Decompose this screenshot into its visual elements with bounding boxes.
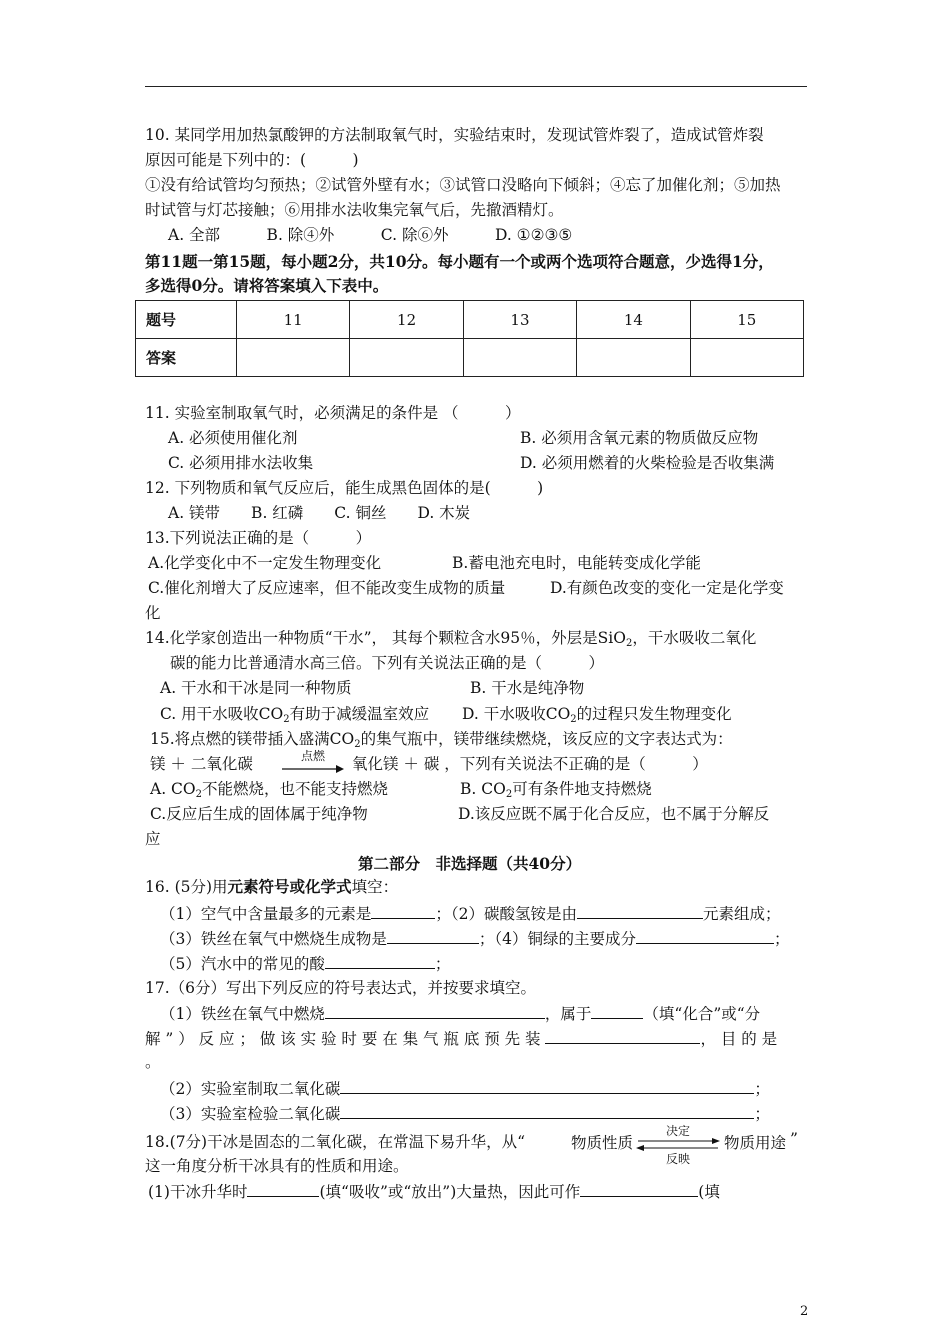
q17-prompt: ； bbox=[754, 1105, 770, 1123]
q16-prompt: ； bbox=[774, 930, 790, 948]
q15-option-d-cont: 应 bbox=[145, 830, 161, 848]
fill-blank[interactable] bbox=[591, 1002, 643, 1019]
q14-stem-line2: 碳的能力比普通清水高三倍。下列有关说法正确的是（ ） bbox=[170, 654, 605, 672]
q17-prompt: （3）实验室检验二氧化碳 bbox=[160, 1105, 341, 1123]
q15-option-a-text: A. CO bbox=[150, 780, 196, 798]
q18-line2: 这一角度分析干冰具有的性质和用途。 bbox=[145, 1157, 409, 1175]
table-cell: 13 bbox=[463, 301, 576, 339]
q16-prompt: （5）汽水中的常见的酸 bbox=[160, 955, 325, 973]
q14-stem-text: 14.化学家创造出一种物质“干水”， 其每个颗粒含水95％，外层是SiO bbox=[145, 629, 626, 647]
q14-option-d-text-b: 的过程只发生物理变化 bbox=[576, 705, 732, 723]
q16-prompt: ； bbox=[434, 955, 451, 973]
q16-prompt: （1）空气中含量最多的元素是 bbox=[160, 905, 372, 923]
q15-option-b-text-b: 可有条件地支持燃烧 bbox=[512, 780, 652, 798]
q13-option-b: B.蓄电池充电时，电能转变成化学能 bbox=[452, 554, 701, 572]
subscript: 2 bbox=[625, 638, 633, 649]
subscript: 2 bbox=[505, 789, 513, 800]
fill-blank[interactable] bbox=[636, 927, 774, 944]
q14-option-c-text: C. 用干水吸收CO bbox=[160, 705, 284, 723]
page-number: 2 bbox=[800, 1304, 809, 1319]
q11-option-a: A. 必须使用催化剂 bbox=[168, 429, 298, 447]
q18-line3 bbox=[148, 1180, 720, 1203]
table-cell: 15 bbox=[690, 301, 803, 339]
q15-option-a bbox=[150, 778, 388, 806]
q15-equation-left: 镁 ＋ 二氧化碳 bbox=[150, 755, 253, 773]
q13-option-d: D.有颜色改变的变化一定是化学变 bbox=[550, 579, 784, 597]
table-cell: 12 bbox=[350, 301, 463, 339]
q15-stem bbox=[150, 728, 733, 756]
relation-bottom-label: 反映 bbox=[665, 1152, 690, 1166]
q16-line3 bbox=[160, 952, 450, 975]
q14-stem-line1 bbox=[145, 627, 756, 655]
relation-top-label: 决定 bbox=[665, 1124, 690, 1138]
q16-heading-text: 16. (5分)用 bbox=[145, 878, 228, 896]
fill-blank[interactable] bbox=[371, 902, 435, 919]
q10-line3: ①没有给试管均匀预热；②试管外壁有水；③试管口没略向下倾斜；④忘了加催化剂；⑤加热 bbox=[145, 176, 781, 194]
q16-prompt: 元素组成； bbox=[703, 905, 781, 923]
q14-option-d bbox=[462, 703, 732, 731]
q10-line4: 时试管与灯芯接触；⑥用排水法收集完氧气后，先撤酒精灯。 bbox=[145, 201, 564, 219]
q17-prompt: （1）铁丝在氧气中燃烧 bbox=[160, 1005, 325, 1023]
q18-prompt: (填“吸收”或“放出”)大量热，因此可作 bbox=[319, 1183, 581, 1201]
q14-stem-text-b: ，干水吸收二氧化 bbox=[632, 629, 757, 647]
double-arrow-icon bbox=[636, 1138, 720, 1152]
q13-option-d-cont: 化 bbox=[145, 604, 161, 622]
q16-prompt: ；（4）铜绿的主要成分 bbox=[478, 930, 636, 948]
fill-blank[interactable] bbox=[247, 1180, 319, 1197]
q18-prompt: (填 bbox=[698, 1183, 720, 1201]
answer-cell-11[interactable] bbox=[237, 339, 350, 377]
q15-option-a-text-b: 不能燃烧，也不能支持燃烧 bbox=[202, 780, 389, 798]
table-cell: 14 bbox=[577, 301, 690, 339]
q12-stem: 12. 下列物质和氧气反应后，能生成黑色固体的是( ) bbox=[145, 479, 544, 497]
q16-heading-text-b: 填空： bbox=[351, 878, 399, 896]
table-row bbox=[136, 301, 804, 339]
subscript: 2 bbox=[195, 789, 202, 800]
part2-title: 第二部分 非选择题（共40分） bbox=[358, 854, 582, 873]
fill-blank[interactable] bbox=[545, 1027, 700, 1044]
section-note-line1: 第11题一第15题，每小题2分，共10分。每小题有一个或两个选项符合题意，少选得1分， bbox=[145, 252, 774, 271]
fill-blank[interactable] bbox=[325, 1002, 545, 1019]
subscript: 2 bbox=[570, 714, 577, 725]
q15-option-c: C.反应后生成的固体属于纯净物 bbox=[150, 805, 368, 823]
q17-prompt: ； bbox=[754, 1080, 770, 1098]
q14-option-c-text-b: 有助于减缓温室效应 bbox=[289, 705, 430, 723]
answer-cell-12[interactable] bbox=[350, 339, 463, 377]
q16-prompt: ；（2）碳酸氢铵是由 bbox=[435, 905, 577, 923]
relation-left: 物质性质 bbox=[571, 1134, 634, 1152]
q15-stem-text: 15.将点燃的镁带插入盛满CO bbox=[150, 730, 355, 748]
q18-close-quote: ” bbox=[790, 1130, 798, 1148]
fill-blank[interactable] bbox=[325, 952, 435, 969]
table-header-cell: 答案 bbox=[136, 339, 237, 377]
fill-blank[interactable] bbox=[577, 902, 703, 919]
fill-blank[interactable] bbox=[580, 1180, 698, 1197]
fill-blank[interactable] bbox=[340, 1102, 754, 1119]
q13-option-a: A.化学变化中不一定发生物理变化 bbox=[148, 554, 382, 572]
q17-prompt: （2）实验室制取二氧化碳 bbox=[160, 1080, 341, 1098]
q16-line1 bbox=[160, 902, 781, 925]
arrow-right-icon bbox=[282, 764, 344, 774]
answer-table bbox=[135, 300, 804, 377]
q17-prompt: 解”）反应；做该实验时要在集气瓶底预先装 bbox=[145, 1030, 546, 1048]
q11-option-c: C. 必须用排水法收集 bbox=[168, 454, 314, 472]
q15-option-d: D.该反应既不属于化合反应，也不属于分解反 bbox=[458, 805, 770, 823]
q12-options: A. 镁带 B. 红磷 C. 铜丝 D. 木炭 bbox=[168, 504, 471, 522]
table-cell: 11 bbox=[237, 301, 350, 339]
q17-line1 bbox=[160, 1002, 760, 1025]
q17-line2 bbox=[145, 1027, 782, 1050]
q10-line1: 10. 某同学用加热氯酸钾的方法制取氧气时，实验结束时，发现试管炸裂了，造成试管炸裂 bbox=[145, 126, 764, 144]
q13-option-c: C.催化剂增大了反应速率，但不能改变生成物的质量 bbox=[148, 579, 506, 597]
fill-blank[interactable] bbox=[340, 1077, 754, 1094]
q14-option-b: B. 干水是纯净物 bbox=[470, 679, 585, 697]
q15-stem-text-b: 的集气瓶中，镁带继续燃烧，该反应的文字表达式为： bbox=[360, 730, 733, 748]
table-row bbox=[136, 339, 804, 377]
q11-option-d: D. 必须用燃着的火柴检验是否收集满 bbox=[520, 454, 775, 472]
q14-option-d-text: D. 干水吸收CO bbox=[462, 705, 571, 723]
answer-cell-15[interactable] bbox=[690, 339, 803, 377]
q14-option-a: A. 干水和干冰是同一种物质 bbox=[160, 679, 352, 697]
relation-right: 物质用途 bbox=[724, 1134, 787, 1152]
q17-line3: 。 bbox=[145, 1053, 161, 1071]
relation-arrows bbox=[636, 1124, 720, 1168]
q16-prompt: （3）铁丝在氧气中燃烧生成物是 bbox=[160, 930, 387, 948]
q17-prompt: ，目的是 bbox=[700, 1030, 783, 1048]
q18-heading: 18.(7分)干冰是固态的二氧化碳，在常温下易升华，从“ bbox=[145, 1133, 526, 1151]
q10-line2: 原因可能是下列中的：( ) bbox=[145, 151, 359, 169]
q13-stem: 13.下列说法正确的是（ ） bbox=[145, 529, 372, 547]
subscript: 2 bbox=[283, 714, 290, 725]
reaction-condition: 点燃 bbox=[300, 749, 325, 763]
subscript: 2 bbox=[354, 739, 361, 750]
q15-option-b bbox=[460, 778, 652, 806]
q14-option-c bbox=[160, 703, 429, 731]
table-header-cell: 题号 bbox=[136, 301, 237, 339]
q16-heading-bold: 元素符号或化学式 bbox=[227, 877, 352, 896]
reaction-arrow bbox=[282, 750, 344, 776]
q17-prompt: （填“化合”或“分 bbox=[643, 1005, 761, 1023]
q15-equation-right: 氧化镁 ＋ 碳 ，下列有关说法不正确的是（ ） bbox=[352, 755, 708, 773]
q10-options: A. 全部 B. 除④外 C. 除⑥外 D. ①②③⑤ bbox=[168, 226, 573, 244]
header-rule bbox=[145, 86, 807, 87]
q16-line2 bbox=[160, 927, 790, 950]
answer-cell-14[interactable] bbox=[577, 339, 690, 377]
answer-cell-13[interactable] bbox=[463, 339, 576, 377]
q15-option-b-text: B. CO bbox=[460, 780, 506, 798]
fill-blank[interactable] bbox=[387, 927, 479, 944]
q11-option-b: B. 必须用含氧元素的物质做反应物 bbox=[520, 429, 759, 447]
q17-line5 bbox=[160, 1102, 770, 1125]
q18-prompt: (1)干冰升华时 bbox=[148, 1183, 248, 1201]
section-note-line2: 多选得0分。请将答案填入下表中。 bbox=[145, 276, 389, 295]
q16-heading bbox=[145, 876, 398, 898]
q17-line4 bbox=[160, 1077, 770, 1100]
q17-prompt: ，属于 bbox=[544, 1005, 592, 1023]
q17-heading: 17.（6分）写出下列反应的符号表达式，并按要求填空。 bbox=[145, 979, 537, 997]
q11-stem: 11. 实验室制取氧气时，必须满足的条件是 （ ） bbox=[145, 404, 521, 422]
